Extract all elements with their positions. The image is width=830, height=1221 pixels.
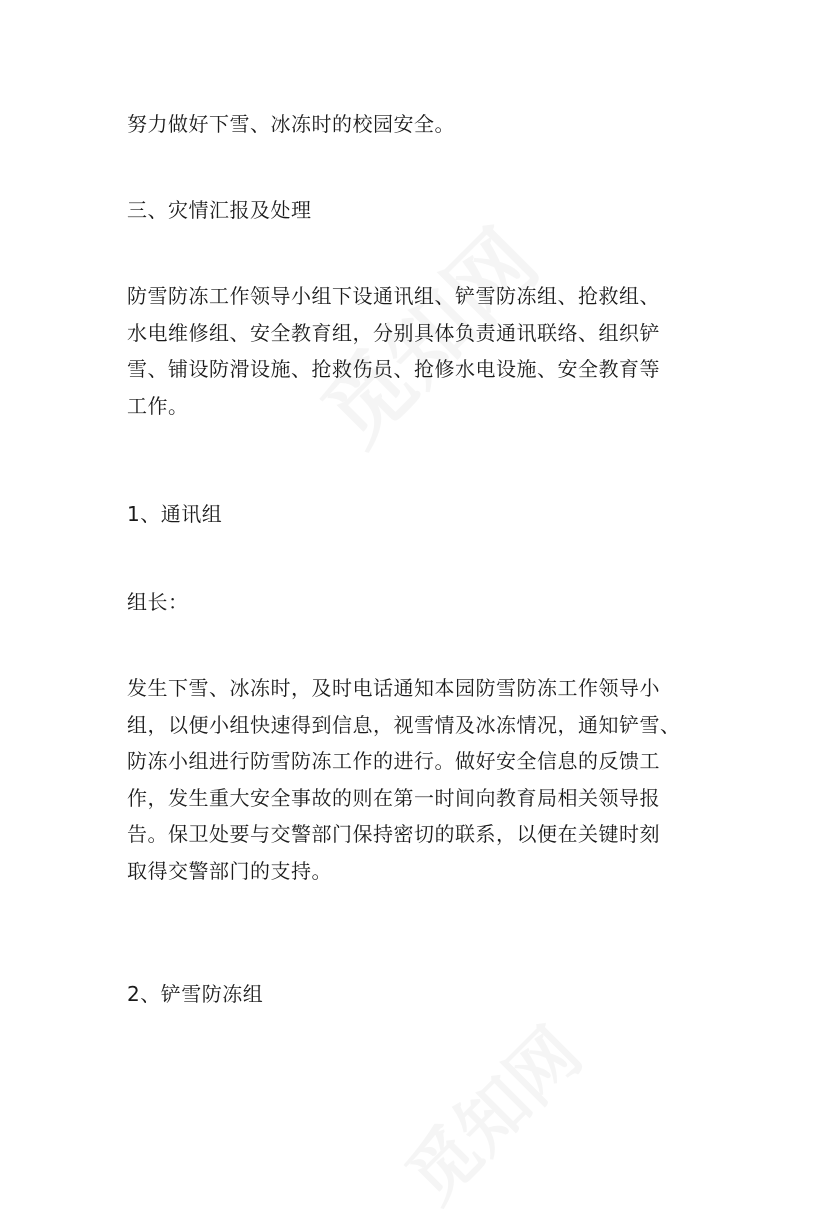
group-leader-label [127,584,707,621]
paragraph-intro-tail [127,106,707,143]
text-line: 告。保卫处要与交警部门保持密切的联系，以便在关键时刻 [127,822,660,846]
text-line: 取得交警部门的支持。 [127,858,332,883]
text-line: 组长： [127,590,189,614]
text-line: 发生下雪、冰冻时，及时电话通知本园防雪防冻工作领导小 [127,676,660,700]
text-line: 1、通讯组 [127,502,223,526]
text-line: 水电维修组、安全教育组，分别具体负责通讯联络、组织铲 [127,320,660,345]
text-line: 防冻小组进行防雪防冻工作的进行。做好安全信息的反馈工 [127,749,660,773]
subheading-snow-removal-group [127,976,707,1013]
text-line: 工作。 [127,393,189,418]
text-line: 雪、铺设防滑设施、抢救伤员、抢修水电设施、安全教育等 [127,357,660,381]
subheading-communication-group [127,496,707,533]
text-line: 努力做好下雪、冰冻时的校园安全。 [127,112,455,136]
section-heading [127,192,707,229]
paragraph-communication-duties [127,670,707,889]
paragraph-organization [127,278,707,424]
watermark [380,1002,600,1221]
text-line: 三、灾情汇报及处理 [127,198,312,222]
text-line: 作，发生重大安全事故的则在第一时间向教育局相关领导报 [127,785,660,810]
text-line: 组，以便小组快速得到信息，视雪情及冰冻情况，通知铲雪、 [127,712,681,737]
text-line: 2、铲雪防冻组 [127,982,264,1006]
text-line: 防雪防冻工作领导小组下设通讯组、铲雪防冻组、抢救组、 [127,284,660,308]
